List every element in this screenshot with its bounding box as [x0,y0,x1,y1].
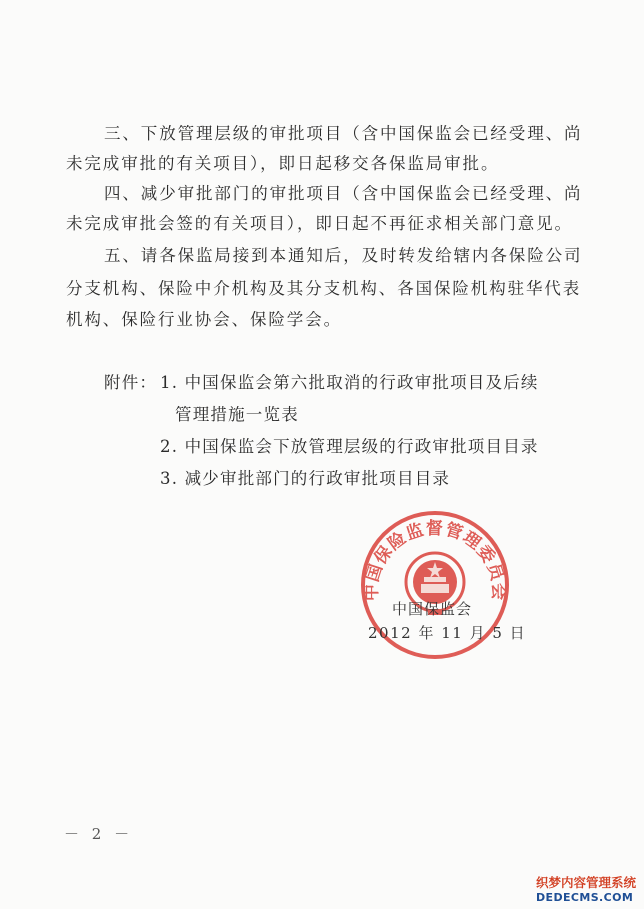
paragraph-3-line-1: 三、下放管理层级的审批项目（含中国保监会已经受理、尚 [104,124,583,143]
paragraph-5-line-1: 五、请各保监局接到本通知后，及时转发给辖内各保险公司 [104,246,583,265]
page-number: － 2 － [64,825,134,843]
attachment-item-3: 3. 减少审批部门的行政审批项目目录 [160,469,451,488]
watermark-cn-text: 织梦内容管理系统 [536,875,637,890]
paragraph-4-line-2: 未完成审批会签的有关项目），即日起不再征求相关部门意见。 [66,214,573,233]
watermark-en-text: DEDECMS.COM [536,891,634,904]
seal-text: 中国保险监督管理委员会 [361,519,509,602]
attachment-item-1-line-2: 管理措施一览表 [175,405,299,424]
paragraph-4-line-1: 四、减少审批部门的审批项目（含中国保监会已经受理、尚 [104,184,583,203]
signature-date: 2012 年 11 月 5 日 [368,624,527,642]
signature-organization: 中国保监会 [392,600,473,618]
site-watermark [536,873,640,905]
paragraph-5-line-2: 分支机构、保险中介机构及其分支机构、各国保险机构驻华代表 [66,279,582,298]
attachment-item-2: 2. 中国保监会下放管理层级的行政审批项目目录 [160,437,539,456]
paragraph-3-line-2: 未完成审批的有关项目），即日起移交各保监局审批。 [66,154,500,173]
paragraph-5-line-3: 机构、保险行业协会、保险学会。 [66,310,342,329]
attachments-label: 附件： [104,373,158,392]
attachment-item-1-line-1: 1. 中国保监会第六批取消的行政审批项目及后续 [160,373,539,392]
